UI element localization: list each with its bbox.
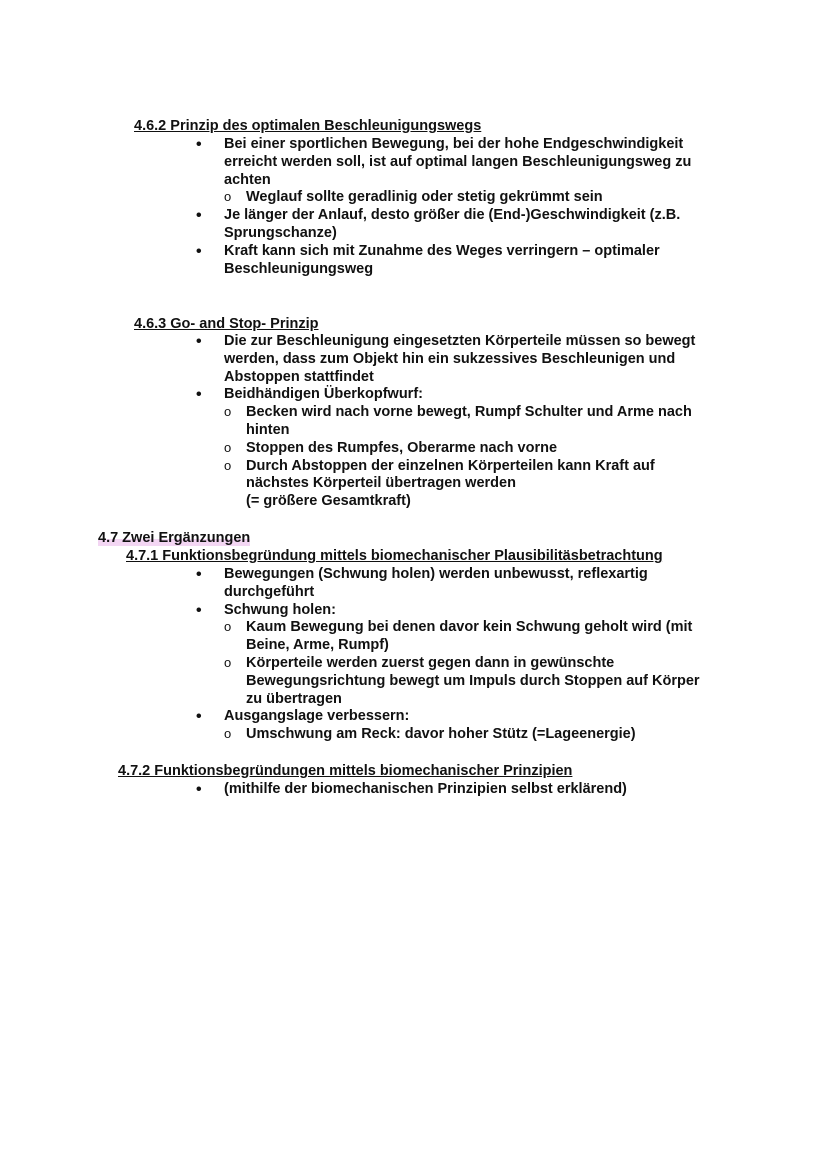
list-4-6-3 bbox=[196, 333, 716, 511]
heading-4-6-3: 4.6.3 Go- and Stop- Prinzip bbox=[134, 316, 319, 332]
list-item bbox=[196, 386, 716, 511]
list-item bbox=[196, 708, 716, 744]
sublist bbox=[196, 619, 716, 708]
list-item bbox=[196, 207, 716, 243]
list-item bbox=[196, 136, 716, 207]
list-item bbox=[196, 781, 716, 799]
sub-list-item bbox=[196, 458, 716, 511]
bullet-text: Schwung holen: bbox=[224, 601, 336, 618]
sub-list-text: Durch Abstoppen der einzelnen Körperteilen kann Kraft auf nächstes Körperteil übertragen werden bbox=[246, 457, 655, 492]
list-4-7-1 bbox=[196, 566, 716, 744]
list-item bbox=[196, 333, 716, 386]
list-item bbox=[196, 566, 716, 602]
sub-list-item: o Umschwung am Reck: davor hoher Stütz (=Lageenergie) bbox=[196, 726, 716, 744]
bullet-text: Ausgangslage verbessern: bbox=[224, 708, 410, 725]
bullet-text: Beidhändigen Überkopfwurf: bbox=[224, 386, 423, 403]
sub-list-item: o Weglauf sollte geradlinig oder stetig gekrümmt sein bbox=[196, 189, 716, 207]
bullet-text: Bei einer sportlichen Bewegung, bei der hohe Endgeschwindigkeit erreicht werden soll, ist auf optimal langen Beschleunigungsweg zu achten bbox=[224, 136, 692, 188]
sub-list-item: o Kaum Bewegung bei denen davor kein Schwung geholt wird (mit Beine, Arme, Rumpf) bbox=[196, 619, 716, 655]
bullet-text: (mithilfe der biomechanischen Prinzipien selbst erklärend) bbox=[224, 781, 627, 797]
heading-4-7 bbox=[98, 529, 250, 547]
list-4-7-2 bbox=[196, 781, 716, 799]
sublist bbox=[196, 404, 716, 511]
sublist bbox=[196, 189, 716, 207]
heading-4-7-text: 4.7 Zwei Ergänzungen bbox=[98, 530, 251, 546]
sub-list-item: o Stoppen des Rumpfes, Oberarme nach vorne bbox=[196, 440, 716, 458]
heading-4-7-2: 4.7.2 Funktionsbegründungen mittels biomechanischer Prinzipien bbox=[118, 763, 573, 779]
list-item bbox=[196, 602, 716, 709]
sub-list-item: o Körperteile werden zuerst gegen dann in gewünschte Bewegungsrichtung bewegt um Impuls durch Stoppen auf Körper zu übertragen bbox=[196, 655, 716, 708]
bullet-text: Die zur Beschleunigung eingesetzten Körperteile müssen so bewegt werden, dass zum Objekt hin ein sukzessives Beschleunigen und Abstoppen stattfindet bbox=[224, 333, 696, 385]
heading-4-6-2: 4.6.2 Prinzip des optimalen Beschleunigungswegs bbox=[134, 118, 482, 134]
bullet-text: Je länger der Anlauf, desto größer die (End-)Geschwindigkeit (z.B. Sprungschanze) bbox=[224, 207, 681, 241]
bullet-text: Kraft kann sich mit Zunahme des Weges verringern – optimaler Beschleunigungsweg bbox=[224, 242, 660, 277]
list-4-6-2 bbox=[196, 136, 716, 278]
sub-list-note: (= größere Gesamtkraft) bbox=[246, 493, 411, 510]
sub-list-item: o Becken wird nach vorne bewegt, Rumpf Schulter und Arme nach hinten bbox=[196, 404, 716, 440]
heading-4-7-1: 4.7.1 Funktionsbegründung mittels biomechanischer Plausibilitäsbetrachtung bbox=[126, 548, 663, 564]
sublist bbox=[196, 726, 716, 744]
list-item bbox=[196, 243, 716, 279]
bullet-text: Bewegungen (Schwung holen) werden unbewusst, reflexartig durchgeführt bbox=[224, 566, 648, 600]
